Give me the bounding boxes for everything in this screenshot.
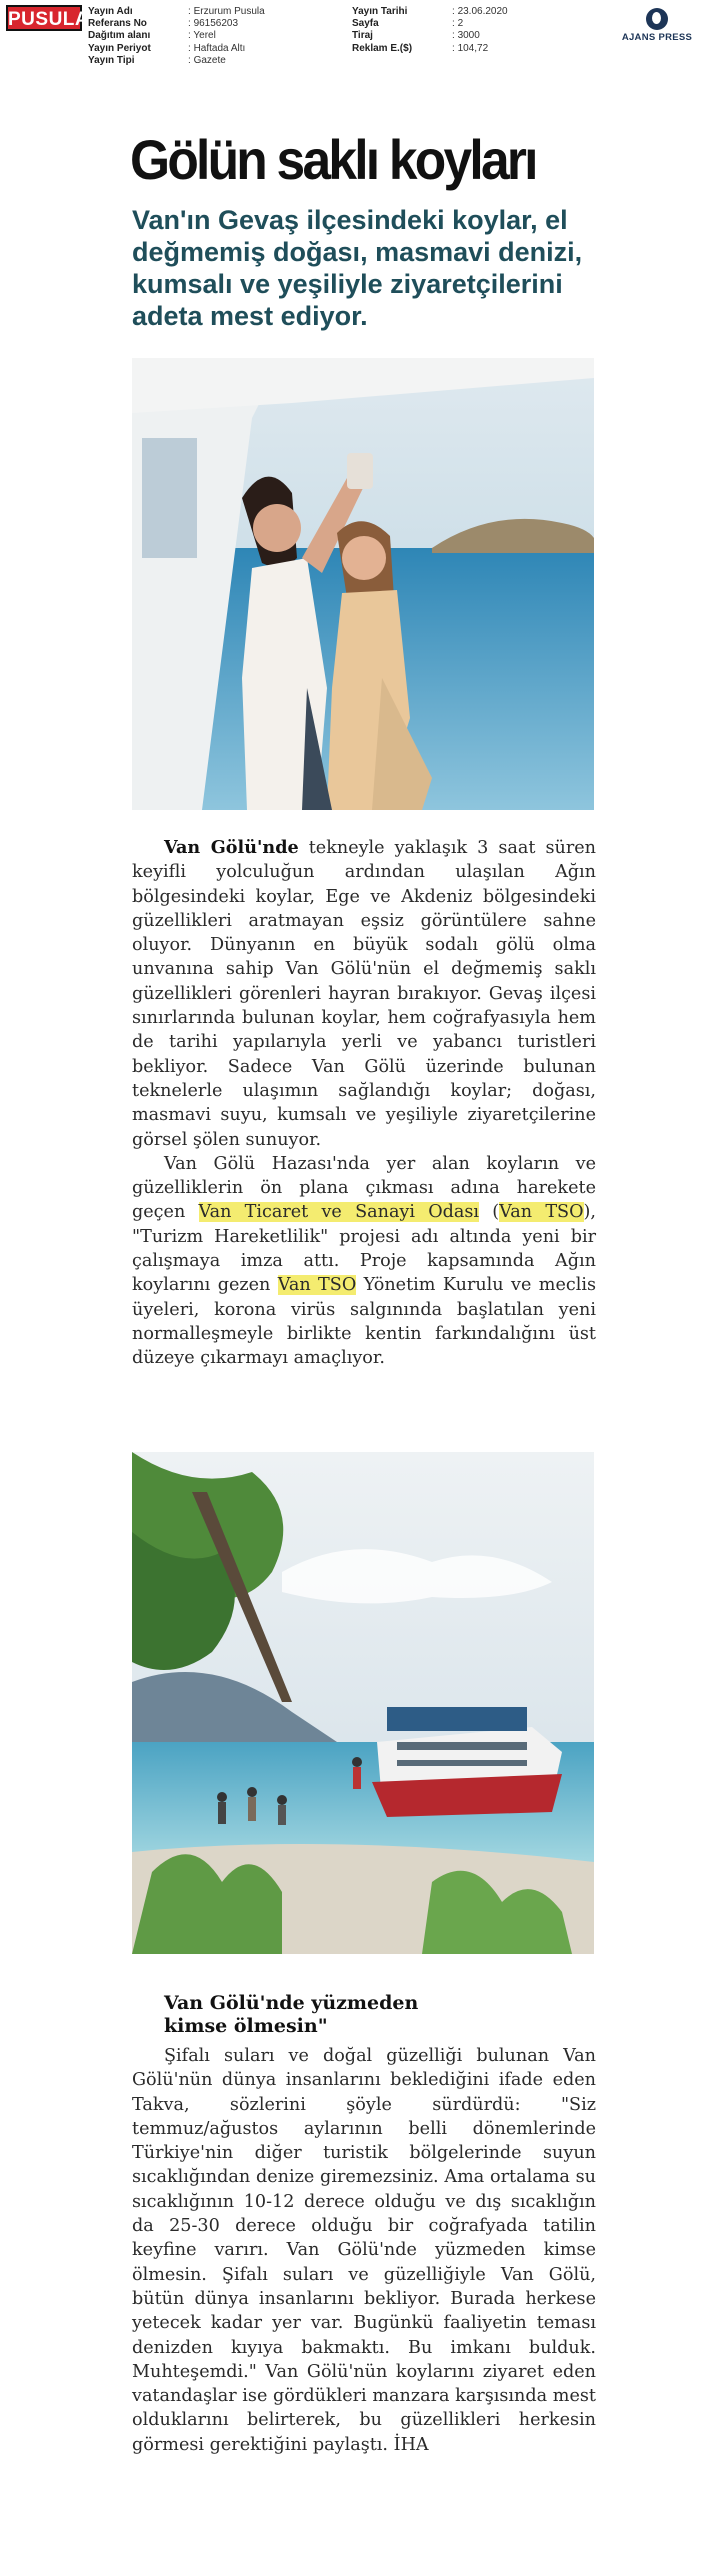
paragraph-text: Yönetim Kurulu ve meclis üyeleri, korona virüs salgınında başlatılan yeni normalleşmeyle birlikte kentin farkındalığını üst düzeye çıkarmayı amaçlıyor.	[132, 1275, 596, 1369]
meta-value: : Gazete	[188, 55, 226, 67]
selfie-photo	[132, 358, 594, 810]
article-headline: Gölün saklı koyları	[130, 128, 536, 191]
paragraph-text: tekneyle yaklaşık 3 saat süren keyifli yolculuğun ardından ulaşılan Ağın bölgesindeki koylar, Ege ve Akdeniz bölgesindeki güzellikleri aratmayan eşsiz görüntülere sahne oluyor. Dünyanın en büyük sodalı gölü olma unvanına sahip Van Gölü'nün el değmemiş saklı güzellikleri görenleri hayran bırakıyor. Gevaş ilçesi sınırlarında bulunan koylar, hem coğrafyasıyla hem de tarihi yapılarıyla yerli ve yabancı turistleri bekliyor. Sadece Van Gölü üzerinde bulunan teknelerle ulaşımın sağlandığı koylar; doğası, masmavi suyu, kumsalı ve yeşiliyle ziyaretçilerine görsel şölen sunuyor.	[132, 838, 596, 1150]
section-subhead: Van Gölü'nde yüzmeden kimse ölmesin"	[164, 1992, 419, 2037]
publication-meta-left	[88, 6, 265, 67]
meta-label: Sayfa	[352, 18, 379, 30]
agency-name: AJANS PRESS	[621, 32, 693, 43]
paragraph	[132, 836, 596, 1152]
selfie-photo-illustration	[132, 358, 594, 810]
paragraph: Şifalı suları ve doğal güzelliği bulunan Van Gölü'nün dünya insanlarını beklediğini ifade eden Takva, sözlerini şöyle sürdürdü: "Siz temmuz/ağustos aylarının belli dönemlerinde Türkiye'nin diğer turistik bölgelerinde suyun sıcaklığından denize giremezsiniz. Ama ortalama su sıcaklığının 10-12 derece olduğu ve dış sıcaklığın da 25-30 derece olduğu bir coğrafyada tatilin keyfine varırı. Van Gölü'nde yüzmeden kimse ölmesin. Şifalı suları ve güzelliğiyle Van Gölü, bütün dünya insanlarını bekliyor. Burada herkese yetecek kadar yer var. Bugünkü faaliyetin teması denizden kıyıya bakmaktı. Bu imkanı bulduk. Muhteşemdi." Van Gölü'nün koylarını ziyaret eden vatandaşlar ise gördükleri manzara karşısında mest olduklarını belirterek, bu güzellikleri herkesin görmesi gerektiğini paylaştı. İHA	[132, 2046, 596, 2455]
paragraph-text: Van Gölü Hazası'nda yer alan koyların ve güzelliklerin ön plana çıkması adına harekete geçen	[132, 1153, 596, 1223]
article-body-1	[132, 836, 596, 1371]
meta-label: Yayın Periyot	[88, 42, 151, 54]
meta-row	[352, 43, 508, 55]
meta-label: Yayın Tipi	[88, 54, 135, 66]
meta-row	[88, 18, 265, 30]
meta-label: Reklam E.($)	[352, 42, 413, 54]
meta-label: Referans No	[88, 18, 147, 30]
highlighted-org-abbr: Van TSO	[499, 1202, 584, 1223]
paragraph-text: ), "Turizm Hareketlilik" projesi adı altında yeni bir çalışmaya imza attı. Proje kapsamında Ağın koylarını gezen	[132, 1202, 596, 1296]
meta-row	[352, 6, 508, 18]
newspaper-logo: PUSULA	[6, 5, 82, 31]
meta-value: : 96156203	[188, 18, 238, 30]
meta-value: : 3000	[452, 30, 480, 42]
meta-value: : 2	[452, 18, 463, 30]
meta-value: : 23.06.2020	[452, 6, 508, 18]
article-body-2	[132, 2044, 596, 2457]
cove-boat-photo-illustration	[132, 1452, 594, 1954]
meta-value: : 104,72	[452, 43, 488, 55]
meta-label: Yayın Adı	[88, 6, 133, 17]
meta-value: : Erzurum Pusula	[188, 6, 265, 18]
cove-boat-photo	[132, 1452, 594, 1954]
article-deck: Van'ın Gevaş ilçesindeki koylar, el değmemiş doğası, masmavi denizi, kumsalı ve yeşiliyle ziyaretçilerini adeta mest ediyor.	[132, 205, 583, 331]
meta-row	[88, 30, 265, 42]
agency-mark-icon	[646, 8, 668, 30]
meta-label: Tiraj	[352, 30, 373, 42]
lead-in: Van Gölü'nde	[164, 837, 299, 858]
meta-label: Dağıtım alanı	[88, 30, 151, 42]
meta-row	[88, 43, 265, 55]
agency-logo	[606, 8, 708, 43]
paragraph	[132, 1152, 596, 1371]
meta-row	[352, 18, 508, 30]
highlighted-org-name: Van Ticaret ve Sanayi Odası	[198, 1202, 480, 1223]
paragraph-text: (	[479, 1202, 500, 1223]
meta-row	[88, 6, 265, 18]
meta-row	[352, 30, 508, 42]
highlighted-org-abbr: Van TSO	[277, 1275, 357, 1296]
meta-value: : Yerel	[188, 30, 216, 42]
meta-row	[88, 55, 265, 67]
meta-value: : Haftada Altı	[188, 43, 245, 55]
meta-label: Yayın Tarihi	[352, 6, 408, 17]
publication-meta-right	[352, 6, 508, 55]
clipping-header	[0, 0, 712, 80]
